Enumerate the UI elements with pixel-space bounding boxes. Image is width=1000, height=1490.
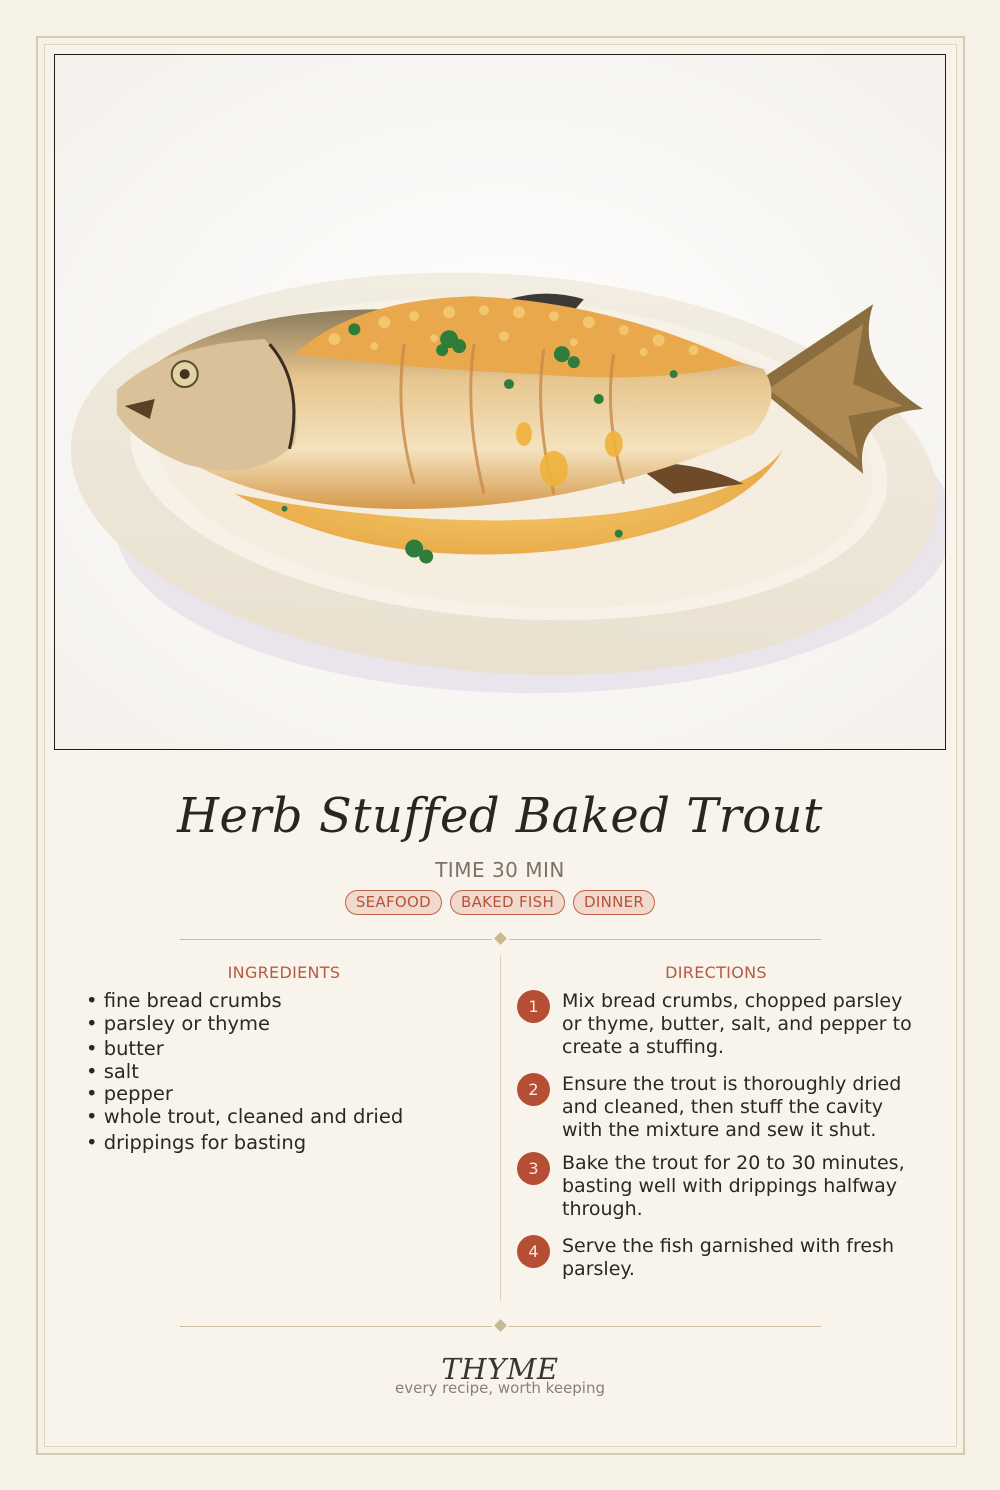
tag-list (0, 890, 1000, 915)
ingredient-item: • pepper (86, 1082, 173, 1106)
ingredient-item: • whole trout, cleaned and dried (86, 1104, 404, 1128)
tag-baked-fish[interactable]: BAKED FISH (450, 890, 565, 915)
ingredients-heading: INGREDIENTS (227, 963, 341, 982)
bottom-divider (180, 1319, 821, 1333)
ingredient-item: • salt (86, 1059, 139, 1083)
direction-step (517, 1235, 927, 1281)
directions-list (517, 990, 927, 1281)
dish-illustration (54, 54, 946, 750)
directions-heading: DIRECTIONS (665, 963, 767, 982)
direction-step (517, 1152, 927, 1221)
step-text: Ensure the trout is thoroughly dried and cleaned, then stuff the cavity with the mixture and sew it shut. (562, 1073, 902, 1141)
recipe-title: Herb Stuffed Baked Trout (177, 788, 823, 844)
step-number-badge: 3 (517, 1152, 550, 1185)
ingredient-item: • parsley or thyme (86, 1011, 271, 1035)
brand-logo: THYME (441, 1352, 559, 1386)
step-number-badge: 2 (517, 1073, 550, 1106)
step-text: Serve the fish garnished with fresh parsley. (562, 1235, 894, 1280)
step-number-badge: 4 (517, 1235, 550, 1268)
top-divider (180, 932, 821, 946)
tag-seafood[interactable]: SEAFOOD (345, 890, 442, 915)
step-number-badge: 1 (517, 990, 550, 1023)
direction-step (517, 990, 927, 1059)
ingredient-item: • drippings for basting (86, 1130, 307, 1154)
diamond-ornament-icon (494, 932, 507, 945)
ingredient-item: • fine bread crumbs (86, 989, 282, 1012)
step-text: Mix bread crumbs, chopped parsley or thyme, butter, salt, and pepper to create a stuffing. (562, 990, 912, 1058)
column-divider (500, 955, 501, 1301)
diamond-ornament-icon (494, 1319, 507, 1332)
ingredient-item: • butter (86, 1037, 164, 1061)
ingredients-list (86, 990, 403, 1154)
cook-time: TIME 30 MIN (435, 858, 565, 882)
brand-tagline: every recipe, worth keeping (394, 1379, 605, 1397)
tag-dinner[interactable]: DINNER (573, 890, 655, 915)
step-text: Bake the trout for 20 to 30 minutes, basting well with drippings halfway through. (562, 1152, 905, 1220)
direction-step (517, 1073, 927, 1142)
